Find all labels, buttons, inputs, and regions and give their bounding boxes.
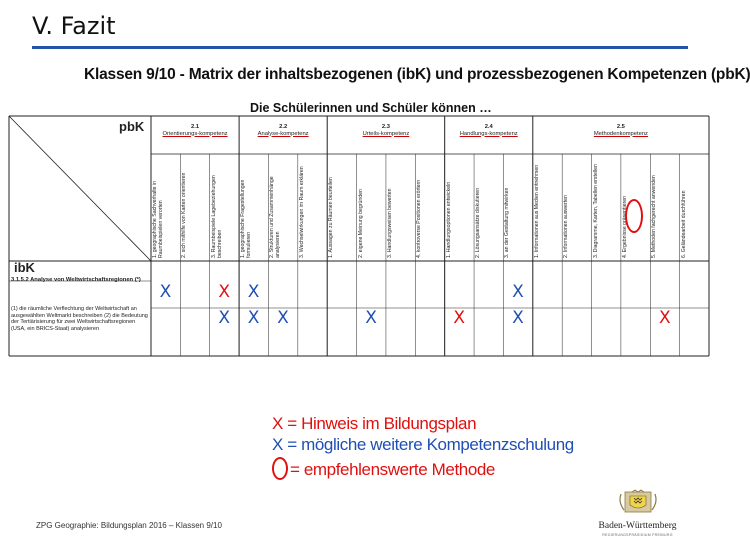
column-header: 1. geographische Fragestellungen formulieren: [240, 179, 252, 258]
row-heading-title: 3.1.5.2 Analyse von Weltwirtschaftsregionen (*): [11, 277, 141, 283]
group-header: [241, 124, 325, 137]
column-header: 2. Lösungsansätze diskutieren: [475, 187, 482, 258]
document-title: Klassen 9/10 - Matrix der inhaltsbezogenen (ibK) und prozessbezogenen Kompetenzen (pbK): [84, 66, 750, 83]
logo-subtext: REGIERUNGSPRÄSIDIUM FREIBURG: [602, 533, 673, 537]
footer-text: ZPG Geographie: Bildungsplan 2016 – Klassen 9/10: [36, 521, 222, 530]
legend-item-moeglich: X = mögliche weitere Kompetenzschulung: [272, 435, 574, 454]
matrix-mark: X: [247, 308, 260, 328]
column-header: 1. Handlungsoptionen entwickeln: [445, 181, 452, 258]
group-header: [329, 124, 442, 137]
column-header: 4. Ergebnisse präsentieren: [621, 196, 628, 258]
recommended-method-ring: [625, 199, 643, 233]
corner-label-pbk: pbK: [119, 119, 145, 134]
column-header: 1. Informationen aus Medien entnehmen: [533, 164, 540, 258]
column-header: 3. Handlungsweisen bewerten: [386, 188, 393, 258]
group-number: 2.1: [191, 124, 200, 130]
matrix-mark: X: [365, 308, 377, 328]
matrix-mark: X: [218, 282, 231, 302]
ring-icon: [272, 457, 288, 480]
group-name: Orientierungs-kompetenz: [162, 130, 228, 137]
group-number: 2.3: [381, 124, 390, 130]
slide-title: V. Fazit: [32, 12, 116, 40]
matrix-mark: X: [512, 282, 524, 302]
legend-item-hinweis: X = Hinweis im Bildungsplan: [272, 414, 477, 433]
matrix-mark: X: [658, 308, 671, 328]
matrix-mark: X: [218, 308, 231, 328]
column-header: 5. Methoden fachgerecht anwenden: [651, 175, 658, 258]
column-header: 2. Informationen auswerten: [563, 195, 570, 258]
column-header: 3. Diagramme, Karten, Tabellen erstellen: [592, 164, 599, 258]
document-subtitle: Die Schülerinnen und Schüler können …: [250, 101, 492, 115]
column-header: 2. Strukturen und Zusammenhänge analysieren: [269, 176, 282, 258]
corner-label-ibk: ibK: [14, 260, 35, 275]
column-header: 2. eigene Meinung begründen: [357, 189, 364, 258]
matrix-mark: X: [277, 308, 289, 328]
group-number: 2.4: [484, 124, 493, 130]
column-header: 2. sich mithilfe von Karten orientieren: [181, 172, 188, 258]
matrix-mark: X: [512, 308, 524, 328]
matrix-mark: X: [159, 282, 172, 302]
matrix-mark: X: [453, 308, 466, 328]
group-header: [153, 124, 237, 137]
column-header: 4. kontroverse Positionen erörtern: [416, 179, 423, 258]
group-name: Handlungs-kompetenz: [459, 130, 518, 137]
group-name: Urteils-kompetenz: [362, 130, 410, 137]
group-header: [447, 124, 531, 137]
column-header: 3. Raumbeispiele Lagebeziehungen beschreiben: [210, 175, 223, 258]
legend-item-methode-label: = empfehlenswerte Methode: [290, 460, 495, 479]
column-header: 1. Aussagen zu Räumen beurteilen: [328, 177, 335, 258]
group-header: [535, 124, 707, 137]
group-number: 2.2: [279, 124, 288, 130]
group-name: Analyse-kompetenz: [257, 130, 309, 137]
competency-matrix: [9, 116, 714, 356]
title-rule: [32, 46, 688, 49]
column-header: 6. Geländearbeit durchführen: [680, 190, 687, 258]
grid-diagonal: [9, 116, 151, 261]
row-description: (1) die räumliche Verflechtung der Weltwirtschaft an ausgewählten Weltmarkt beschreiben (2) die Bedeutung der Tertiärisierung für zwei Weltwirtschaftsregionen (USA, ein BRICS-Staat) analysieren: [11, 306, 148, 332]
column-header: 3. Wechselwirkungen im Raum erklären: [298, 166, 305, 258]
matrix-mark: X: [247, 282, 260, 302]
group-number: 2.5: [616, 124, 625, 130]
column-header: 1. geographische Sachverhalte in Raumbeispielen verorten: [152, 181, 164, 258]
row-heading: [11, 277, 149, 284]
logo-text: Baden-Württemberg: [598, 521, 677, 531]
legend-item-methode: [272, 457, 495, 480]
group-name: Methodenkompetenz: [593, 130, 648, 137]
column-header: 3. an der Gestaltung mitwirken: [504, 187, 511, 258]
